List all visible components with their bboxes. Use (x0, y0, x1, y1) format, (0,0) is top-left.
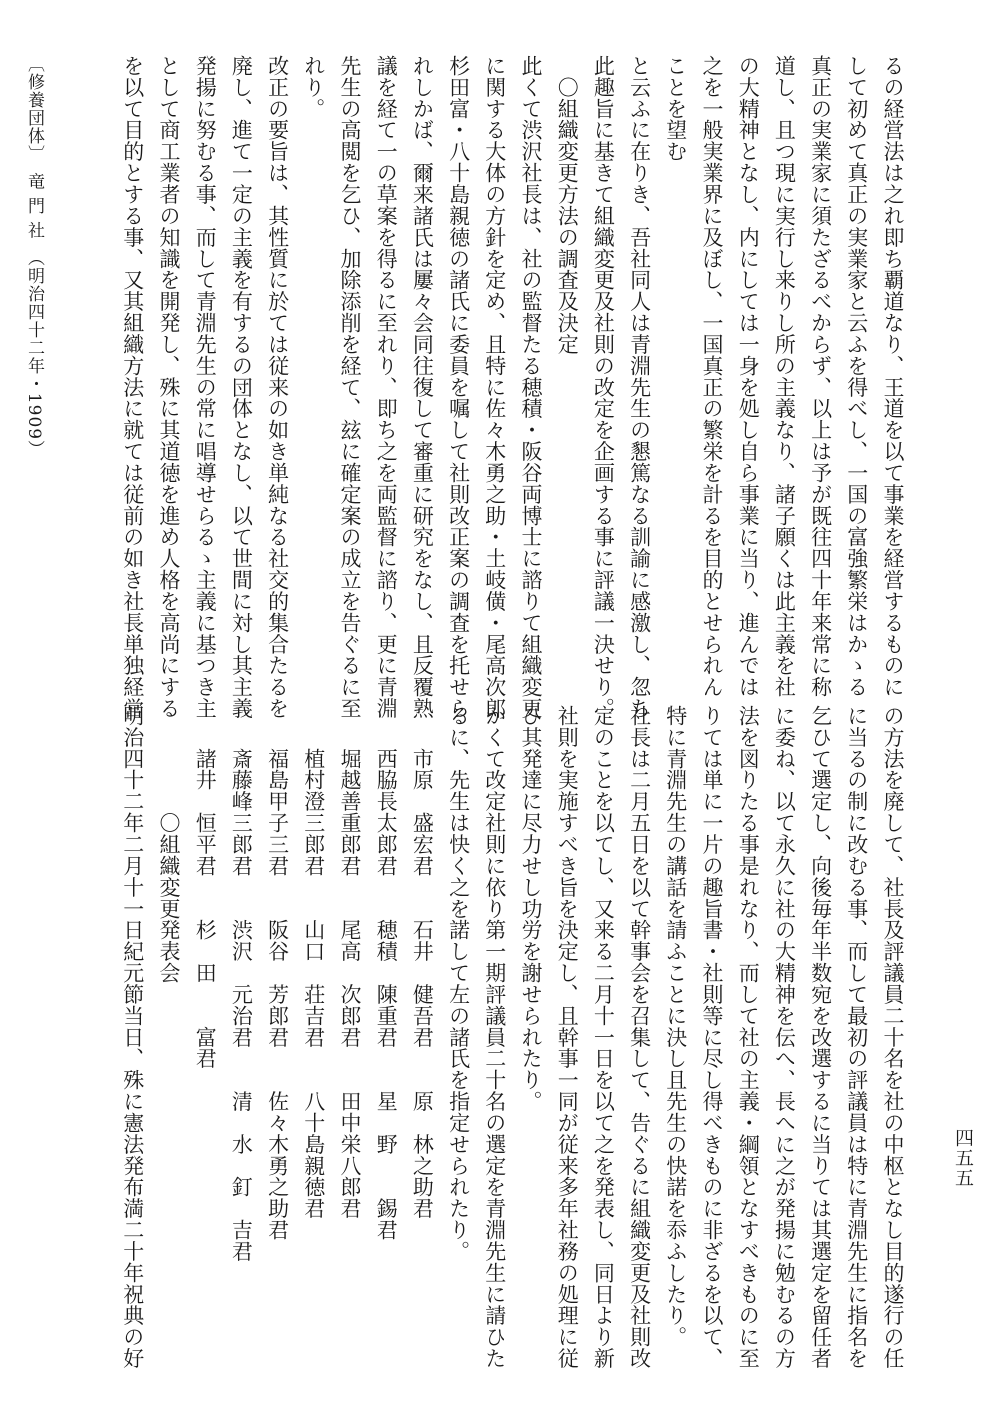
lower-text-line: 市原 盛宏君 石井 健吾君 原 林之助君 (410, 705, 435, 1220)
lower-text-line: 定のことを以てし、又来る二月十一日を以て之を発表し、同日より新 (591, 705, 616, 1370)
upper-text-line: の大精神となし、内にしては一身を処し自ら事業に当り、進んでは (736, 55, 761, 698)
lower-text-line: に当るの制に改むる事、而して最初の評議員は特に青淵先生に指名を (844, 705, 869, 1370)
lower-text-line: 社則を実施すべき旨を決定し、且幹事一同が従来多年社務の処理に従 (555, 705, 580, 1370)
upper-text-line: るの経営法は之れ即ち覇道なり、王道を以て事業を経営するものに (881, 55, 905, 698)
lower-text-line: ひ其発達に尽力せし功労を謝せられたり。 (519, 705, 543, 1112)
upper-text-line: として商工業者の知識を開発し、殊に其道徳を進め人格を高尚にする (157, 55, 181, 720)
lower-text-line: 明治四十二年二月十一日紀元節当日、殊に憲法発布満二十年祝典の好 (120, 705, 145, 1370)
lower-text-line: 社長は二月五日を以て幹事会を召集して、告ぐるに組織変更及社則改 (627, 705, 652, 1370)
upper-text-line: 先生の高閲を乞ひ、加除添削を経て、玆に確定案の成立を告ぐるに至 (338, 55, 362, 720)
lower-text-line: 特に青淵先生の講話を請ふことに決し且先生の快諾を忝ふしたり。 (663, 705, 688, 1348)
lower-text-line: 西脇長太郎君 穂積 陳重君 星 野 錫君 (374, 705, 399, 1241)
lower-text-line: 斎藤峰三郎君 渋沢 元治君 清 水 釘 吉君 (229, 705, 254, 1262)
lower-text-line: 堀越善重郎君 尾高 次郎君 田中栄八郎君 (338, 705, 362, 1220)
lower-text-line: に委ね、以て永久に社の大精神を伝へ、長へに之が発揚に勉むるの方 (772, 705, 797, 1370)
lower-text-line: の方法を廃して、社長及評議員二十名を社の中枢となし目的遂行の任 (881, 705, 905, 1370)
lower-text-line: 植村澄三郎君 山口 荘吉君 八十島親徳君 (301, 705, 326, 1220)
running-footer: 〔修養団体〕 竜 門 社 （明治四十二年・1909） (24, 55, 44, 459)
lower-text-line: 乞ひて選定し、向後毎年半数宛を改選するに当りては其選定を留任者 (808, 705, 833, 1370)
lower-text-line: るに、先生は快く之を諾して左の諸氏を指定せられたり。 (446, 705, 471, 1262)
upper-text-line: に関する大体の方針を定め、且特に佐々木勇之助・土岐僙・尾高次郎 (482, 55, 507, 720)
upper-text-line: 真正の実業家に須たざるべからず、以上は予が既往四十年来常に称 (808, 55, 833, 698)
lower-text-line: 法を図りたる事是れなり、而して社の主義・綱領となすべきものに至 (736, 705, 761, 1370)
upper-text-line: 改正の要旨は、其性質に於ては従来の如き単純なる社交的集合たるを (265, 55, 290, 720)
lower-text-line: りては単に一片の趣旨書・社則等に尽し得べきものに非ざるを以て、 (700, 705, 724, 1370)
upper-text-line: 此くて渋沢社長は、社の監督たる穂積・阪谷両博士に諮りて組織変更 (519, 55, 543, 720)
page-number: 四五五 (952, 1128, 974, 1188)
upper-text-line: して初めて真正の実業家と云ふを得べし、一国の富強繁栄はかゝる (844, 55, 869, 698)
upper-text-line: れり。 (301, 55, 326, 120)
lower-text-line: かくて改定社則に依り第一期評議員二十名の選定を青淵先生に請ひた (482, 705, 507, 1370)
upper-text-line: と云ふに在りき、吾社同人は青淵先生の懇篤なる訓諭に感激し、忽ち (627, 55, 652, 720)
upper-text-line: 議を経て一の草案を得るに至れり、即ち之を両監督に諮り、更に青淵 (374, 55, 399, 720)
lower-text-line: 福島甲子三君 阪谷 芳郎君 佐々木勇之助君 (265, 705, 290, 1241)
upper-text-line: 発揚に努むる事、而して青淵先生の常に唱導せらるゝ主義に基つき主 (193, 55, 218, 720)
upper-text-line: れしかば、爾来諸氏は屢々会同往復して審重に研究をなし、且反覆熟 (410, 55, 435, 720)
lower-text-line: 〇組織変更発表会 (157, 705, 181, 984)
upper-text-line: を以て目的とする事、又其組織方法に就ては従前の如き社長単独経営 (120, 55, 145, 720)
upper-text-line: 杉田富・八十島親徳の諸氏に委員を嘱して社則改正案の調査を托せら (446, 55, 471, 720)
upper-text-line: 〇組織変更方法の調査及決定 (555, 55, 580, 355)
upper-text-line: 廃し、進て一定の主義を有するの団体となし、以て世間に対し其主義 (229, 55, 254, 720)
upper-text-line: 道し、且つ現に実行し来りし所の主義なり、諸子願くは此主義を社 (772, 55, 797, 698)
upper-text-line: ことを望む (663, 55, 688, 163)
upper-text-line: 此趣旨に基きて組織変更及社則の改定を企画する事に評議一決せり。 (591, 55, 616, 720)
lower-text-line: 諸井 恒平君 杉 田 富君 (193, 705, 218, 1070)
upper-text-line: 之を一般実業界に及ぼし、一国真正の繁栄を計るを目的とせられん (700, 55, 724, 698)
